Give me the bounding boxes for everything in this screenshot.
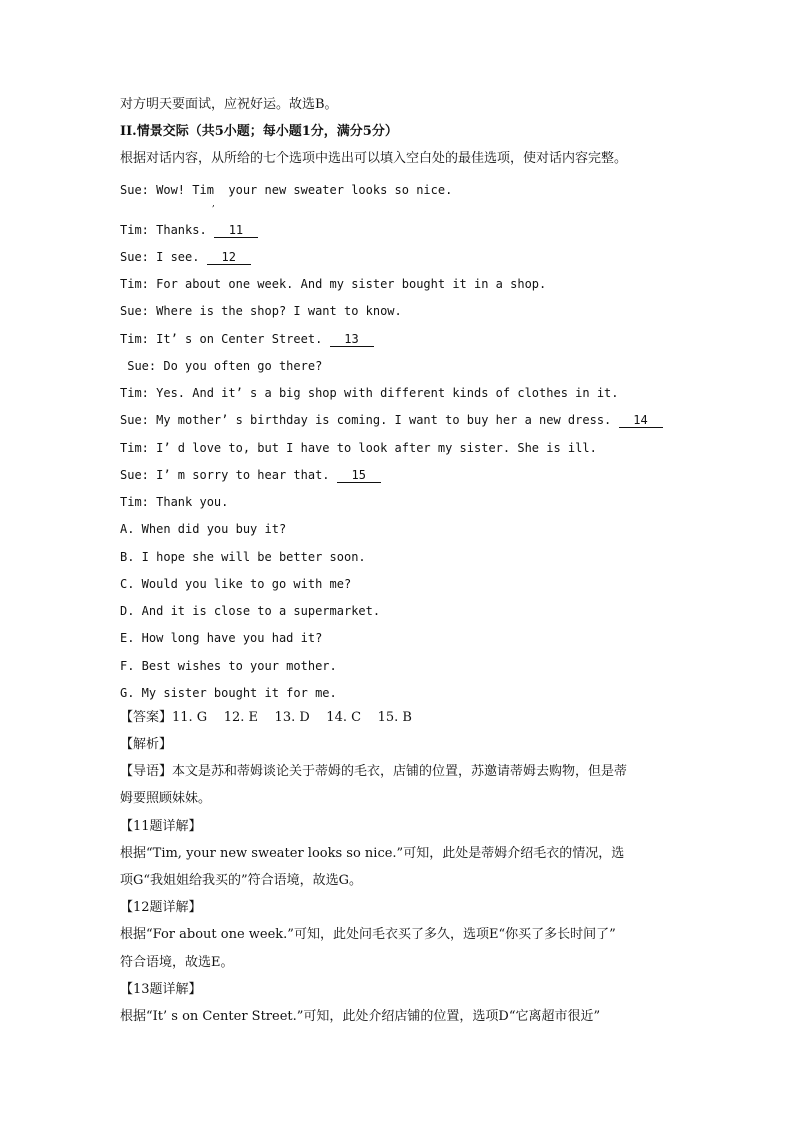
dialogue-line-3: Sue: I see. 12	[120, 249, 251, 265]
dialogue-line-5: Sue: Where is the shop? I want to know.	[120, 304, 402, 318]
dialogue-line-10: Tim: I’ d love to, but I have to look after my sister. She is ill.	[120, 441, 597, 455]
blank-13[interactable]: 13	[330, 332, 374, 347]
dialogue-line-8: Tim: Yes. And it’ s a big shop with different kinds of clothes in it.	[120, 386, 619, 400]
dialogue-line-1: Sue: Wow! Tim your new sweater looks so nice.	[120, 183, 453, 197]
answer-line: 【答案】11. G 12. E 13. D 14. C 15. B	[120, 710, 412, 725]
dialogue-line-9: Sue: My mother’ s birthday is coming. I want to buy her a new dress. 14	[120, 412, 663, 428]
analysis-label: 【解析】	[120, 737, 173, 752]
option-f: F. Best wishes to your mother.	[120, 659, 337, 673]
dialogue-line-12: Tim: Thank you.	[120, 495, 229, 509]
option-e: E. How long have you had it?	[120, 631, 323, 645]
option-a: A. When did you buy it?	[120, 522, 287, 536]
comma-mark: ,	[212, 199, 215, 209]
q12-line-1: 根据“For about one week.”可知，此处问毛衣买了多久，选项E“你买了多长时间了”	[120, 927, 616, 942]
guide-line-2: 姆要照顾妹妹。	[120, 791, 212, 806]
section-title: II.情景交际（共5小题；每小题1分，满分5分）	[120, 124, 398, 139]
q13-line-1: 根据“It’ s on Center Street.”可知，此处介绍店铺的位置，选项D“它离超市很近”	[120, 1009, 601, 1024]
dialogue-line-11: Sue: I’ m sorry to hear that. 15	[120, 467, 381, 483]
dialogue-line-4: Tim: For about one week. And my sister bought it in a shop.	[120, 277, 547, 291]
q11-label: 【11题详解】	[120, 819, 202, 834]
option-c: C. Would you like to go with me?	[120, 577, 352, 591]
option-d: D. And it is close to a supermarket.	[120, 604, 381, 618]
blank-15[interactable]: 15	[337, 468, 381, 483]
blank-12[interactable]: 12	[207, 250, 251, 265]
option-b: B. I hope she will be better soon.	[120, 550, 366, 564]
blank-14[interactable]: 14	[619, 413, 663, 428]
option-g: G. My sister bought it for me.	[120, 686, 337, 700]
dialogue-line-7: Sue: Do you often go there?	[120, 359, 323, 373]
q13-label: 【13题详解】	[120, 982, 202, 997]
guide-line-1: 【导语】本文是苏和蒂姆谈论关于蒂姆的毛衣，店铺的位置，苏邀请蒂姆去购物，但是蒂	[120, 764, 628, 779]
q12-label: 【12题详解】	[120, 900, 202, 915]
q12-line-2: 符合语境，故选E。	[120, 955, 234, 970]
dialogue-line-2: Tim: Thanks. 11	[120, 222, 258, 238]
blank-11[interactable]: 11	[214, 223, 258, 238]
intro-line: 对方明天要面试，应祝好运。故选B。	[120, 97, 338, 112]
instruction: 根据对话内容，从所给的七个选项中选出可以填入空白处的最佳选项，使对话内容完整。	[120, 151, 628, 166]
q11-line-1: 根据“Tim, your new sweater looks so nice.”可知，此处是蒂姆介绍毛衣的情况，选	[120, 846, 625, 861]
dialogue-line-6: Tim: It’ s on Center Street. 13	[120, 331, 374, 347]
q11-line-2: 项G“我姐姐给我买的”符合语境，故选G。	[120, 873, 363, 888]
